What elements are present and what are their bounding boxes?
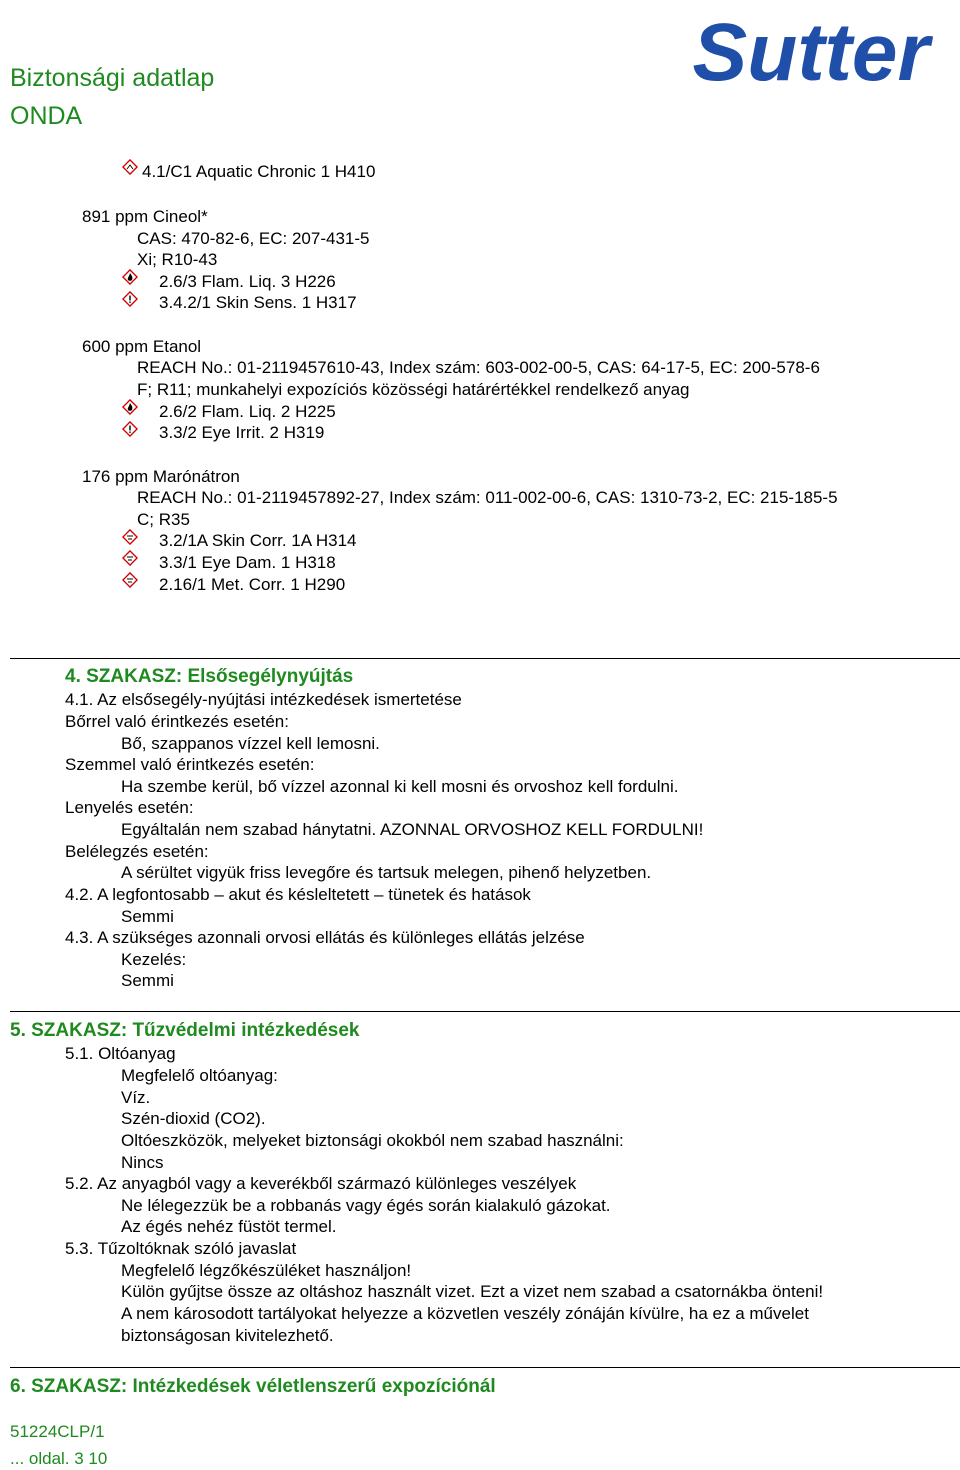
s52-text-1: Ne lélegezzük be a robbanás vagy égés során kialakuló gázokat. [121, 1196, 611, 1215]
section5-title: 5. SZAKASZ: Tűzvédelmi intézkedések [10, 1020, 360, 1041]
s43-text: Semmi [121, 971, 174, 990]
suitable-media-label: Megfelelő oltóanyag: [121, 1066, 278, 1085]
s42-text: Semmi [121, 907, 174, 926]
aquatic-hazard-line: 4.1/C1 Aquatic Chronic 1 H410 [142, 162, 376, 181]
eye-contact-label: Szemmel való érintkezés esetén: [65, 755, 315, 774]
s43-label: Kezelés: [121, 950, 187, 969]
suitable-media-1: Víz. [121, 1088, 151, 1107]
component-cineol-name: 891 ppm Cineol* [82, 207, 208, 226]
s41-heading: 4.1. Az elsősegély-nyújtási intézkedések ismertetése [65, 690, 462, 709]
section6-title: 6. SZAKASZ: Intézkedések véletlenszerű expozíciónál [10, 1376, 496, 1397]
section-divider [10, 1367, 960, 1368]
exclamation-pictogram-icon [122, 291, 138, 307]
logo-text: Sutter [692, 7, 930, 98]
s51-heading: 5.1. Oltóanyag [65, 1044, 176, 1063]
flame-pictogram-icon [122, 399, 138, 415]
component-cineol-h2: 3.4.2/1 Skin Sens. 1 H317 [159, 293, 357, 312]
component-naoh-h3: 2.16/1 Met. Corr. 1 H290 [159, 575, 346, 594]
component-cineol-h1: 2.6/3 Flam. Liq. 3 H226 [159, 272, 336, 291]
document-code: 51224CLP/1 [10, 1422, 105, 1441]
page-number: ... oldal. 3 10 [10, 1449, 108, 1468]
s52-text-2: Az égés nehéz füstöt termel. [121, 1217, 337, 1236]
component-naoh-name: 176 ppm Marónátron [82, 467, 240, 486]
sutter-logo [676, 4, 946, 100]
document-title: Biztonsági adatlap [10, 64, 215, 92]
section-divider [10, 1011, 960, 1012]
component-naoh-h2: 3.3/1 Eye Dam. 1 H318 [159, 553, 336, 572]
eye-contact-text: Ha szembe kerül, bő vízzel azonnal ki kell mosni és orvoshoz kell fordulni. [121, 777, 679, 796]
product-name: ONDA [10, 102, 83, 130]
corrosion-pictogram-icon [122, 550, 138, 566]
section-divider [10, 658, 960, 659]
flame-pictogram-icon [122, 269, 138, 285]
component-etanol-h2: 3.3/2 Eye Irrit. 2 H319 [159, 423, 325, 442]
component-etanol-ids: REACH No.: 01-2119457610-43, Index szám: 603-002-00-5, CAS: 64-17-5, EC: 200-578-6 [137, 358, 820, 377]
unsuitable-media-label: Oltóeszközök, melyeket biztonsági okokból nem szabad használni: [121, 1131, 624, 1150]
unsuitable-media-text: Nincs [121, 1153, 164, 1172]
s53-text-1: Megfelelő légzőkészüléket használjon! [121, 1261, 412, 1280]
component-naoh-ids: REACH No.: 01-2119457892-27, Index szám: 011-002-00-6, CAS: 1310-73-2, EC: 215-185-5 [137, 488, 838, 507]
section4-title: 4. SZAKASZ: Elsősegélynyújtás [65, 666, 354, 687]
s43-heading: 4.3. A szükséges azonnali orvosi ellátás és különleges ellátás jelzése [65, 928, 585, 947]
component-etanol-name: 600 ppm Etanol [82, 337, 202, 356]
suitable-media-2: Szén-dioxid (CO2). [121, 1109, 266, 1128]
component-cineol-ids: CAS: 470-82-6, EC: 207-431-5 [137, 229, 370, 248]
skin-contact-label: Bőrrel való érintkezés esetén: [65, 712, 289, 731]
skin-contact-text: Bő, szappanos vízzel kell lemosni. [121, 734, 380, 753]
inhalation-text: A sérültet vigyük friss levegőre és tartsuk melegen, pihenő helyzetben. [121, 863, 652, 882]
ingestion-text: Egyáltalán nem szabad hánytatni. AZONNAL ORVOSHOZ KELL FORDULNI! [121, 820, 704, 839]
component-cineol-class: Xi; R10-43 [137, 250, 218, 269]
corrosion-pictogram-icon [122, 529, 138, 545]
exclamation-pictogram-icon [122, 421, 138, 437]
component-etanol-h1: 2.6/2 Flam. Liq. 2 H225 [159, 402, 336, 421]
s53-text-3: A nem károsodott tartályokat helyezze a közvetlen veszély zónáján kívülre, ha ez a művelet [121, 1304, 809, 1323]
ingestion-label: Lenyelés esetén: [65, 798, 194, 817]
environment-pictogram-icon [122, 159, 138, 175]
s52-heading: 5.2. Az anyagból vagy a keverékből származó különleges veszélyek [65, 1174, 577, 1193]
component-etanol-class: F; R11; munkahelyi expozíciós közösségi határértékkel rendelkező anyag [137, 380, 690, 399]
inhalation-label: Belélegzés esetén: [65, 842, 209, 861]
corrosion-pictogram-icon [122, 572, 138, 588]
component-naoh-h1: 3.2/1A Skin Corr. 1A H314 [159, 531, 357, 550]
s53-text-2: Külön gyűjtse össze az oltáshoz használt vizet. Ezt a vizet nem szabad a csatornákba önteni! [121, 1282, 824, 1301]
s53-heading: 5.3. Tűzoltóknak szóló javaslat [65, 1239, 297, 1258]
component-naoh-class: C; R35 [137, 510, 190, 529]
s42-heading: 4.2. A legfontosabb – akut és késleltetett – tünetek és hatások [65, 885, 531, 904]
s53-text-4: biztonságosan kivitelezhető. [121, 1326, 334, 1345]
